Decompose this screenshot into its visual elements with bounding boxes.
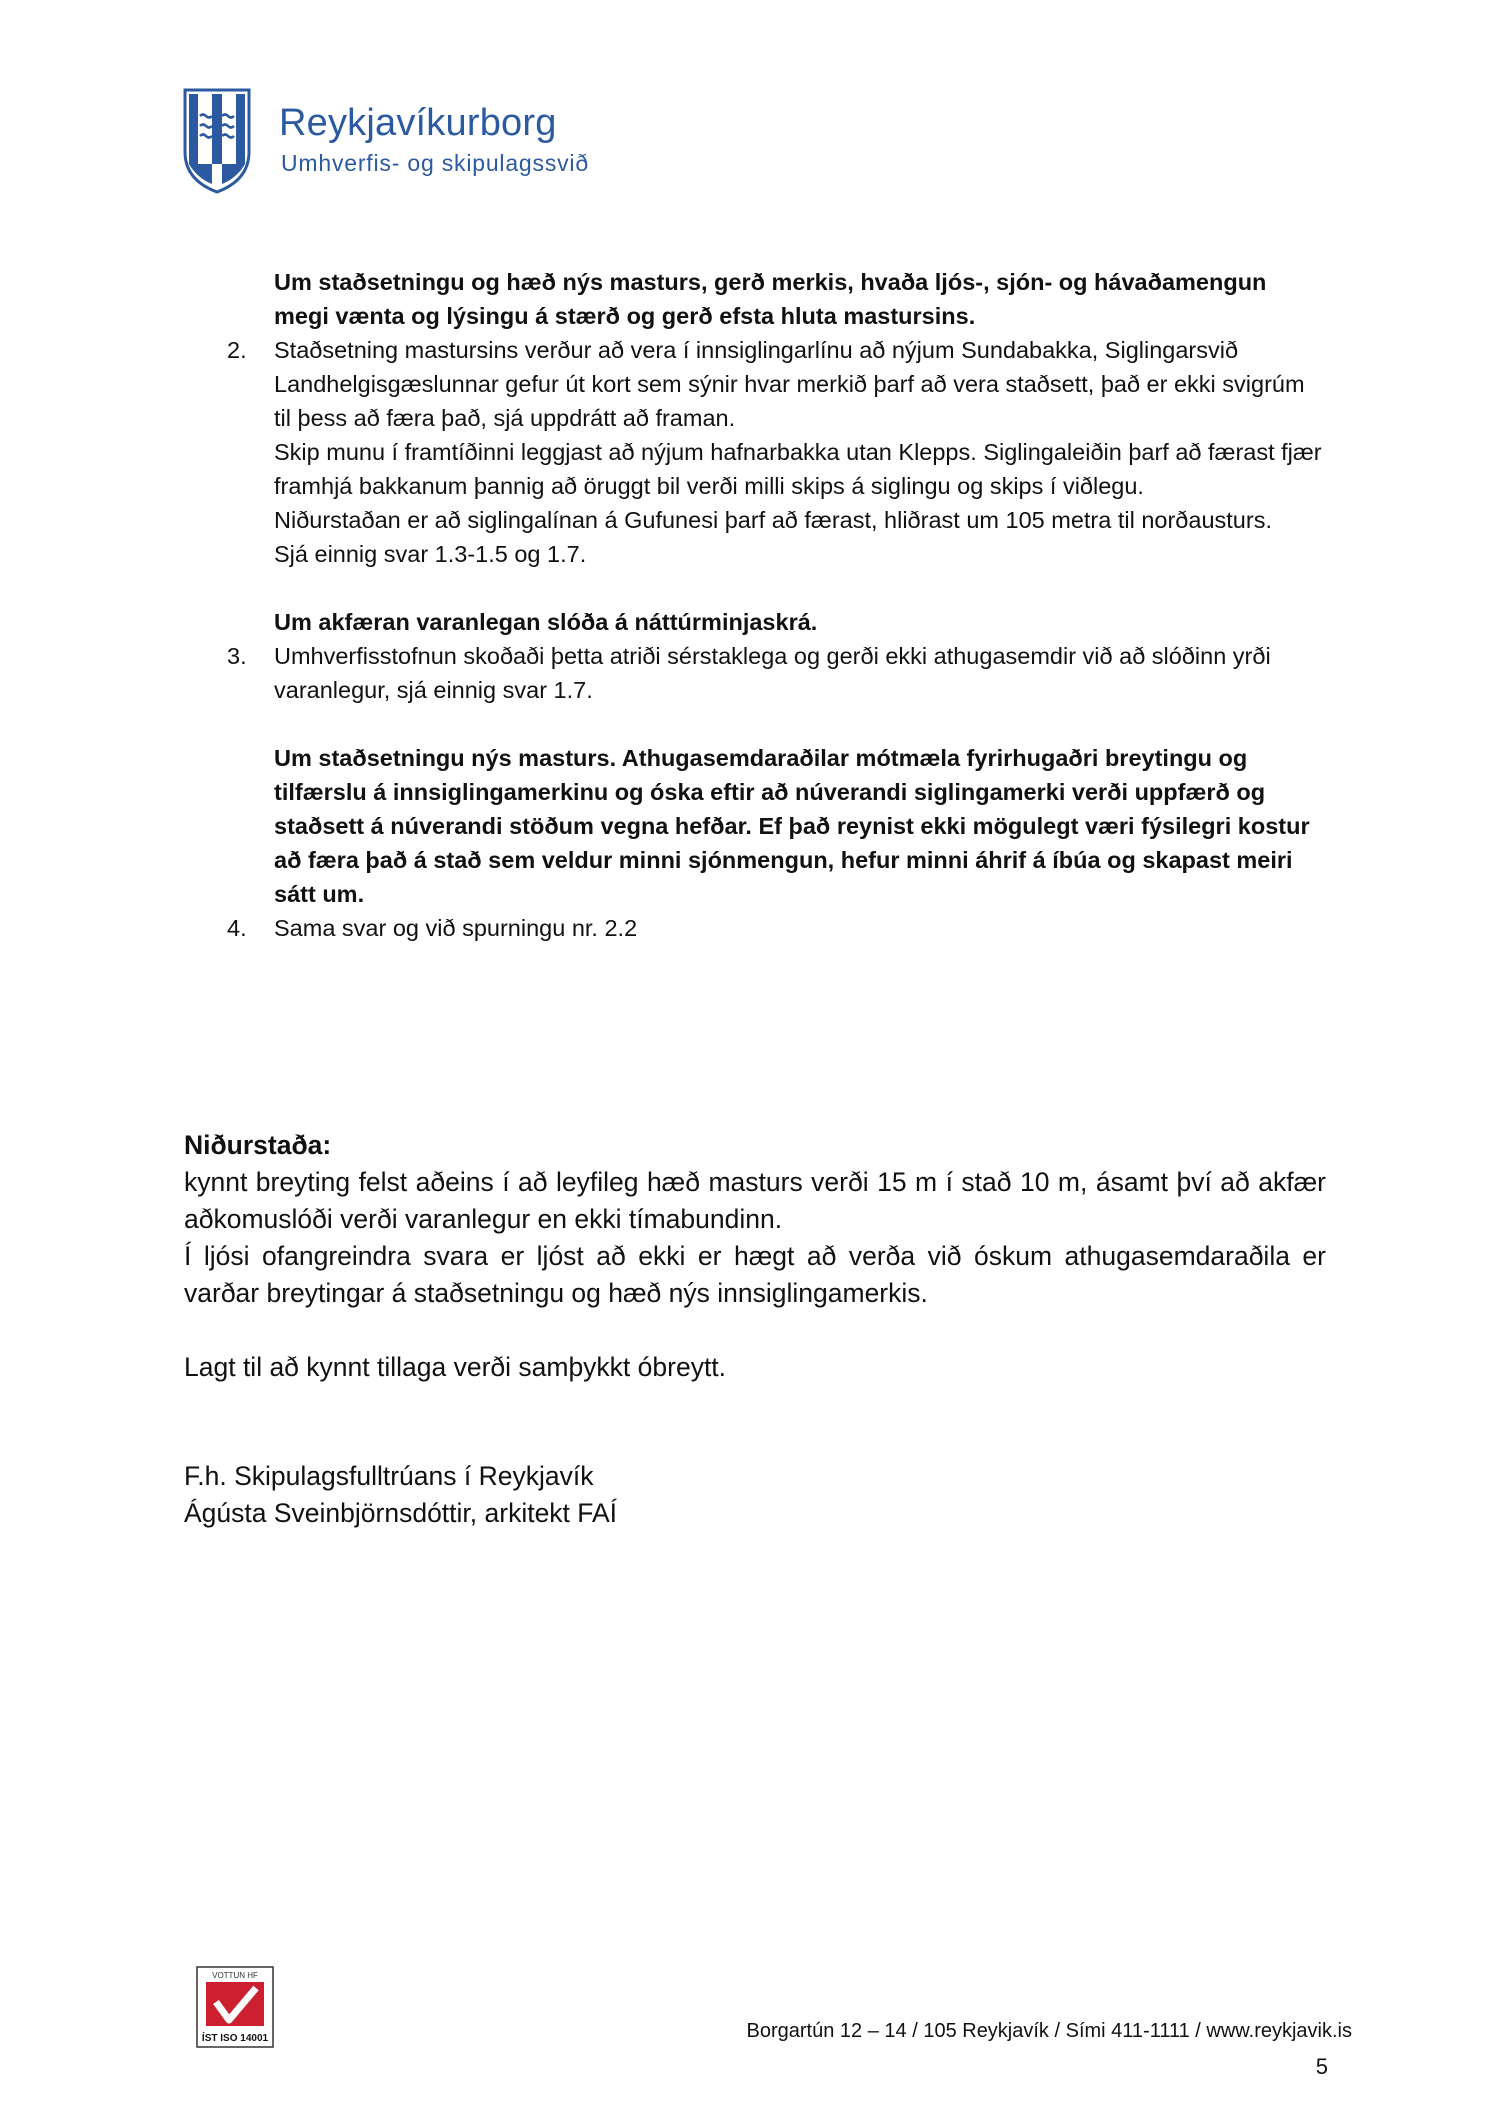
iso-top-label: VOTTUN HF [212, 1971, 258, 1980]
letterhead [183, 88, 643, 198]
organization-division: Umhverfis- og skipulagssvið [281, 150, 589, 176]
item-number: 2. [227, 337, 247, 363]
answer-item-2 [184, 333, 1324, 571]
question-heading-2: Um akfæran varanlegan slóða á náttúrminjaskrá. [274, 609, 818, 635]
answer-paragraph: Umhverfisstofnun skoðaði þetta atriði sérstaklega og gerði ekki athugasemdir við að slóðinn yrði varanlegur, sjá einnig svar 1.7. [274, 643, 1271, 703]
result-paragraph: kynnt breyting felst aðeins í að leyfileg hæð masturs verði 15 m í stað 10 m, ásamt því að akfær aðkomuslóði verði varanlegur en ekki tímabundinn. [184, 1167, 1326, 1234]
answer-paragraph: Sama svar og við spurningu nr. 2.2 [274, 915, 638, 941]
question-heading-3: Um staðsetningu nýs masturs. Athugasemdaraðilar mótmæla fyrirhugaðri breytingu og tilfærslu á innsiglingamerkinu og óska eftir að núverandi siglingamerki verði uppfærð og staðsett á núverandi stöðum vegna hefðar. Ef það reynist ekki mögulegt væri fýsilegri kostur að færa það á stað sem veldur minni sjónmengun, hefur minni áhrif á íbúa og skapast meiri sátt um. [274, 745, 1310, 907]
footer-address: Borgartún 12 – 14 / 105 Reykjavík / Sími 411-1111 / www.reykjavik.is [746, 2020, 1352, 2042]
answer-item-3 [184, 639, 1324, 707]
reykjavik-crest-icon [183, 88, 251, 194]
organization-name: Reykjavíkurborg [279, 102, 557, 144]
answer-paragraph: Staðsetning mastursins verður að vera í innsiglingarlínu að nýjum Sundabakka, Siglingarsvið Landhelgisgæslunnar gefur út kort sem sýnir hvar merkið þarf að vera staðsett, það er ekki svigrúm til þess að færa það, sjá uppdrátt að framan. [274, 337, 1305, 431]
iso-bottom-label: ÍST ISO 14001 [201, 2033, 269, 2044]
item-number: 3. [227, 643, 247, 669]
signature-block [184, 1458, 617, 1532]
answer-paragraph: Skip munu í framtíðinni leggjast að nýjum hafnarbakka utan Klepps. Siglingaleiðin þarf að færast fjær framhjá bakkanum þannig að öruggt bil verði milli skips á siglingu og skips í viðlegu. [274, 439, 1322, 499]
result-title: Niðurstaða: [184, 1130, 332, 1160]
answer-paragraph: Niðurstaðan er að siglingalínan á Gufunesi þarf að færast, hliðrast um 105 metra til norðausturs. [274, 507, 1272, 533]
result-paragraph: Í ljósi ofangreindra svara er ljóst að ekki er hægt að verða við óskum athugasemdaraðila er varðar breytingar á staðsetningu og hæð nýs innsiglingamerkis. [184, 1241, 1326, 1308]
question-heading-1: Um staðsetningu og hæð nýs masturs, gerð merkis, hvaða ljós-, sjón- og hávaðamengun megi vænta og lýsingu á stærð og gerð efsta hluta mastursins. [274, 269, 1267, 329]
answer-item-4 [184, 911, 1324, 945]
item-number: 4. [227, 915, 247, 941]
result-proposal: Lagt til að kynnt tillaga verði samþykkt óbreytt. [184, 1352, 727, 1382]
document-body [184, 265, 1324, 945]
result-section [184, 1127, 1326, 1386]
iso-certification-icon [196, 1966, 274, 2048]
signature-line: F.h. Skipulagsfulltrúans í Reykjavík [184, 1461, 594, 1491]
answer-paragraph: Sjá einnig svar 1.3-1.5 og 1.7. [274, 541, 587, 567]
page-number: 5 [1315, 2054, 1328, 2079]
signature-line: Ágústa Sveinbjörnsdóttir, arkitekt FAÍ [184, 1498, 618, 1528]
